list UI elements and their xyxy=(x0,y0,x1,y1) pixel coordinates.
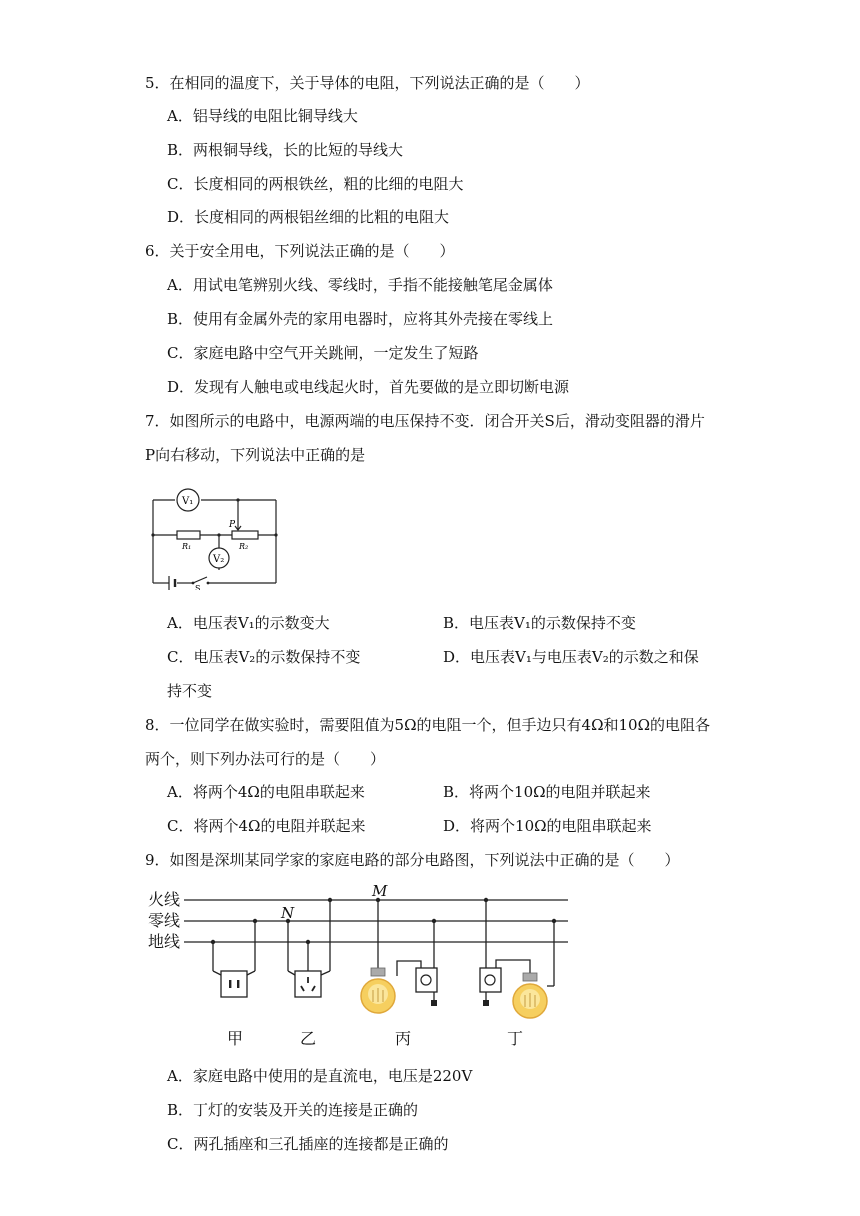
question-6-option-b: B．使用有金属外壳的家用电器时，应将其外壳接在零线上 xyxy=(167,310,554,328)
q7-label-v2: V₂ xyxy=(213,554,225,565)
switch-bing-icon xyxy=(416,968,437,1006)
question-5-option-a: A．铝导线的电阻比铜导线大 xyxy=(167,107,358,125)
q9-label-yi: 乙 xyxy=(300,1029,317,1048)
question-6-option-d: D．发现有人触电或电线起火时，首先要做的是立即切断电源 xyxy=(167,378,570,396)
question-6-stem: 6．关于安全用电，下列说法正确的是（ ） xyxy=(145,242,455,260)
question-9-stem: 9．如图是深圳某同学家的家庭电路的部分电路图，下列说法中正确的是（ ） xyxy=(145,851,680,869)
q9-label-n: N xyxy=(281,904,295,922)
question-7-option-b: B．电压表V₁的示数保持不变 xyxy=(443,614,636,632)
q9-label-bing: 丙 xyxy=(395,1029,412,1048)
question-7-stem-line-2: P向右移动，下列说法中正确的是 xyxy=(145,446,366,464)
q9-label-ding: 丁 xyxy=(507,1029,524,1048)
q7-label-s: S xyxy=(195,584,201,590)
question-6-option-c: C．家庭电路中空气开关跳闸，一定发生了短路 xyxy=(167,344,479,362)
switch-ding-icon xyxy=(480,968,501,1006)
three-hole-socket-icon xyxy=(301,977,315,991)
question-5-option-c: C．长度相同的两根铁丝，粗的比细的电阻大 xyxy=(167,175,464,193)
q9-label-neutral-wire: 零线 xyxy=(148,911,181,930)
question-6-option-a: A．用试电笔辨别火线、零线时，手指不能接触笔尾金属体 xyxy=(167,276,553,294)
two-hole-socket-icon xyxy=(229,980,239,988)
q9-label-m: M xyxy=(372,882,388,900)
q7-circuit-diagram xyxy=(145,480,285,590)
question-5-stem: 5．在相同的温度下，关于导体的电阻，下列说法正确的是（ ） xyxy=(145,74,590,92)
q9-label-jia: 甲 xyxy=(227,1029,244,1048)
q7-label-r1: R₁ xyxy=(182,542,192,551)
question-7-option-d-line-1: D．电压表V₁与电压表V₂的示数之和保 xyxy=(443,648,699,666)
question-9-option-b: B．丁灯的安装及开关的连接是正确的 xyxy=(167,1101,419,1119)
question-8-option-a: A．将两个4Ω的电阻串联起来 xyxy=(167,783,365,801)
rheostat-r2-icon xyxy=(232,531,258,539)
question-9-option-a: A．家庭电路中使用的是直流电，电压是220V xyxy=(167,1067,473,1085)
question-8-stem-line-1: 8．一位同学在做实验时，需要阻值为5Ω的电阻一个，但手边只有4Ω和10Ω的电阻各 xyxy=(145,716,711,734)
question-7-option-d-line-2: 持不变 xyxy=(167,682,213,700)
q7-label-p: P xyxy=(229,520,236,530)
resistor-r1-icon xyxy=(177,531,200,539)
question-8-option-c: C．将两个4Ω的电阻并联起来 xyxy=(167,817,366,835)
question-7-option-c: C．电压表V₂的示数保持不变 xyxy=(167,648,361,666)
lamp-ding-icon xyxy=(513,968,554,1018)
battery-icon xyxy=(169,576,175,590)
q9-label-live-wire: 火线 xyxy=(148,890,181,909)
question-5-option-d: D．长度相同的两根铝丝细的比粗的电阻大 xyxy=(167,208,450,226)
question-5-option-b: B．两根铜导线，长的比短的导线大 xyxy=(167,141,404,159)
lamp-bing-icon xyxy=(361,968,395,1013)
question-8-option-b: B．将两个10Ω的电阻并联起来 xyxy=(443,783,651,801)
question-7-stem-line-1: 7．如图所示的电路中，电源两端的电压保持不变．闭合开关S后，滑动变阻器的滑片 xyxy=(145,412,705,430)
q9-household-circuit-diagram xyxy=(140,878,580,1053)
question-8-option-d: D．将两个10Ω的电阻串联起来 xyxy=(443,817,652,835)
question-7-option-a: A．电压表V₁的示数变大 xyxy=(167,614,330,632)
q7-label-r2: R₂ xyxy=(239,542,249,551)
q9-label-ground-wire: 地线 xyxy=(148,932,181,951)
question-8-stem-line-2: 两个，则下列办法可行的是（ ） xyxy=(145,750,386,768)
question-9-option-c: C．两孔插座和三孔插座的连接都是正确的 xyxy=(167,1135,449,1153)
q7-label-v1: V₁ xyxy=(182,496,194,507)
